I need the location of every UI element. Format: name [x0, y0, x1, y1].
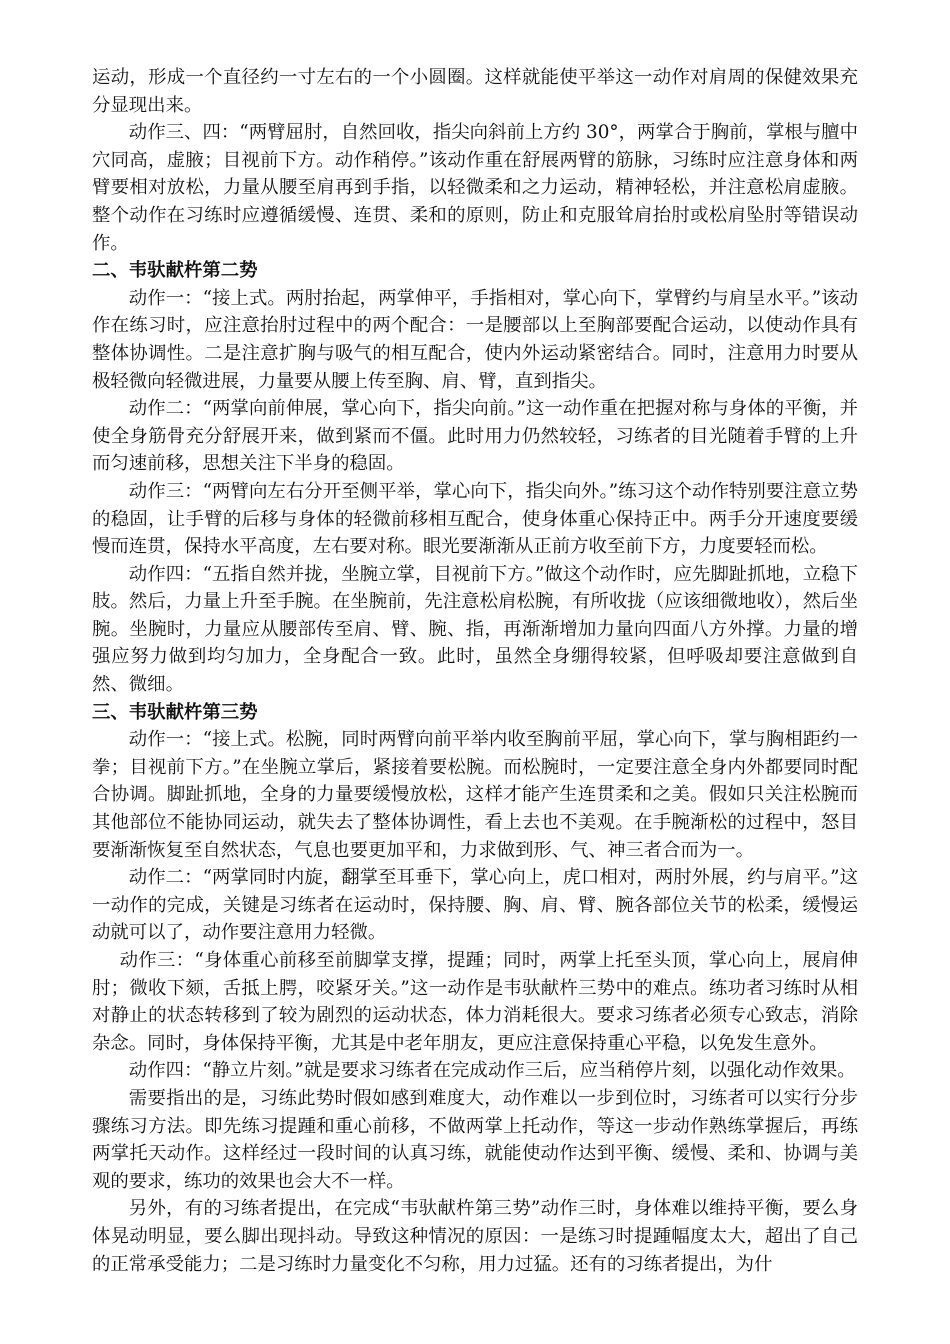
- paragraph-s3-action-2: 动作二：“两掌同时内旋，翻掌至耳垂下，掌心向上，虎口相对，两肘外展，约与肩平。”这一动作的完成，关键是习练者在运动时，保持腰、胸、肩、臂、腕各部位关节的松柔，缓慢运动就可以了，动作要注意用力轻微。: [92, 867, 858, 944]
- paragraph-s2-action-3: 动作三：“两臂向左右分开至侧平举，掌心向下，指尖向外。”练习这个动作特别要注意立势的稳固，让手臂的后移与身体的轻微前移相互配合，使身体重心保持正中。两手分开速度要缓慢而连贯，保持水平高度，左右要对称。眼光要渐渐从正前方收至前下方，力度要轻而松。: [92, 480, 858, 558]
- paragraph-actions-3-4: 动作三、四：“两臂屈肘，自然回收，指尖向斜前上方约 30°，两掌合于胸前，掌根与膻中穴同高，虚腋；目视前下方。动作稍停。”该动作重在舒展两臂的筋脉，习练时应注意身体和两臂要相对放松，力量从腰至肩再到手指，以轻微柔和之力运动，精神轻松，并注意松肩虚腋。整个动作在习练时应遵循缓慢、连贯、柔和的原则，防止和克服耸肩抬肘或松肩坠肘等错误动作。: [92, 122, 858, 254]
- paragraph-s3-action-3: 动作三：“身体重心前移至前脚掌支撑，提踵；同时，两掌上托至头顶，掌心向上，展肩伸肘；微收下颏，舌抵上腭，咬紧牙关。”这一动作是韦驮献杵三势中的难点。练功者习练时从相对静止的状态转移到了较为剧烈的运动状态，体力消耗很大。要求习练者必须专心致志，消除杂念。同时，身体保持平衡，尤其是中老年朋友，更应注意保持重心平稳，以免发生意外。: [92, 950, 858, 1054]
- paragraph-s2-action-1: 动作一：“接上式。两肘抬起，两掌伸平，手指相对，掌心向下，掌臂约与肩呈水平。”该动作在练习时，应注意抬肘过程中的两个配合：一是腰部以上至胸部要配合运动，以使动作具有整体协调性。二是注意扩胸与吸气的相互配合，使内外运动紧密结合。同时，注意用力时要从极轻微向轻微进展，力量要从腰上传至胸、肩、臂，直到指尖。: [92, 287, 858, 392]
- paragraph-s2-action-4: 动作四：“五指自然并拢，坐腕立掌，目视前下方。”做这个动作时，应先脚趾抓地，立稳下肢。然后，力量上升至手腕。在坐腕前，先注意松肩松腕，有所收拢（应该细微地收），然后坐腕。坐腕时，力量应从腰部传至肩、臂、腕、指，再渐渐增加力量向四面八方外撑。力量的增强应努力做到均匀加力，全身配合一致。此时，虽然全身绷得较紧，但呼吸却要注意做到自然、微细。: [92, 563, 858, 696]
- paragraph-s3-action-1: 动作一：“接上式。松腕，同时两臂向前平举内收至胸前平屈，掌心向下，掌与胸相距约一拳；目视前下方。”在坐腕立掌后，紧接着要松腕。而松腕时，一定要注意全身内外都要同时配合协调。脚趾抓地，全身的力量要缓慢放松，这样才能产生连贯柔和之美。假如只关注松腕而其他部位不能协同运动，就失去了整体协调性，看上去也不美观。在手腕渐松的过程中，怒目要渐渐恢复至自然状态，气息也要更加平和，力求做到形、气、神三者合而为一。: [92, 729, 858, 861]
- paragraph-step-practice-note: 需要指出的是，习练此势时假如感到难度大，动作难以一步到位时，习练者可以实行分步骤练习方法。即先练习提踵和重心前移，不做两掌上托动作，等这一步动作熟练掌握后，再练两掌托天动作。这样经过一段时间的认真习练，就能使动作达到平衡、缓慢、柔和、协调与美观的要求，练功的效果也会大不一样。: [92, 1087, 858, 1192]
- paragraph-continuation: 运动，形成一个直径约一寸左右的一个小圆圈。这样就能使平举这一动作对肩周的保健效果充分显现出来。: [92, 67, 858, 116]
- paragraph-balance-issues: 另外，有的习练者提出，在完成“韦驮献杵第三势”动作三时，身体难以维持平衡，要么身体晃动明显，要么脚出现抖动。导致这种情况的原因：一是练习时提踵幅度太大，超出了自己的正常承受能力；二是习练时力量变化不匀称，用力过猛。还有的习练者提出，为什: [92, 1198, 858, 1275]
- paragraph-s2-action-2: 动作二：“两掌向前伸展，掌心向下，指尖向前。”这一动作重在把握对称与身体的平衡，并使全身筋骨充分舒展开来，做到紧而不僵。此时用力仍然较轻，习练者的目光随着手臂的上升而匀速前移，思想关注下半身的稳固。: [92, 398, 858, 475]
- section-heading-2: 二、韦驮献杵第二势: [92, 260, 258, 282]
- paragraph-s3-action-4: 动作四：“静立片刻。”就是要求习练者在完成动作三后，应当稍停片刻，以强化动作效果。: [128, 1060, 856, 1082]
- section-heading-3: 三、韦驮献杵第三势: [92, 701, 258, 723]
